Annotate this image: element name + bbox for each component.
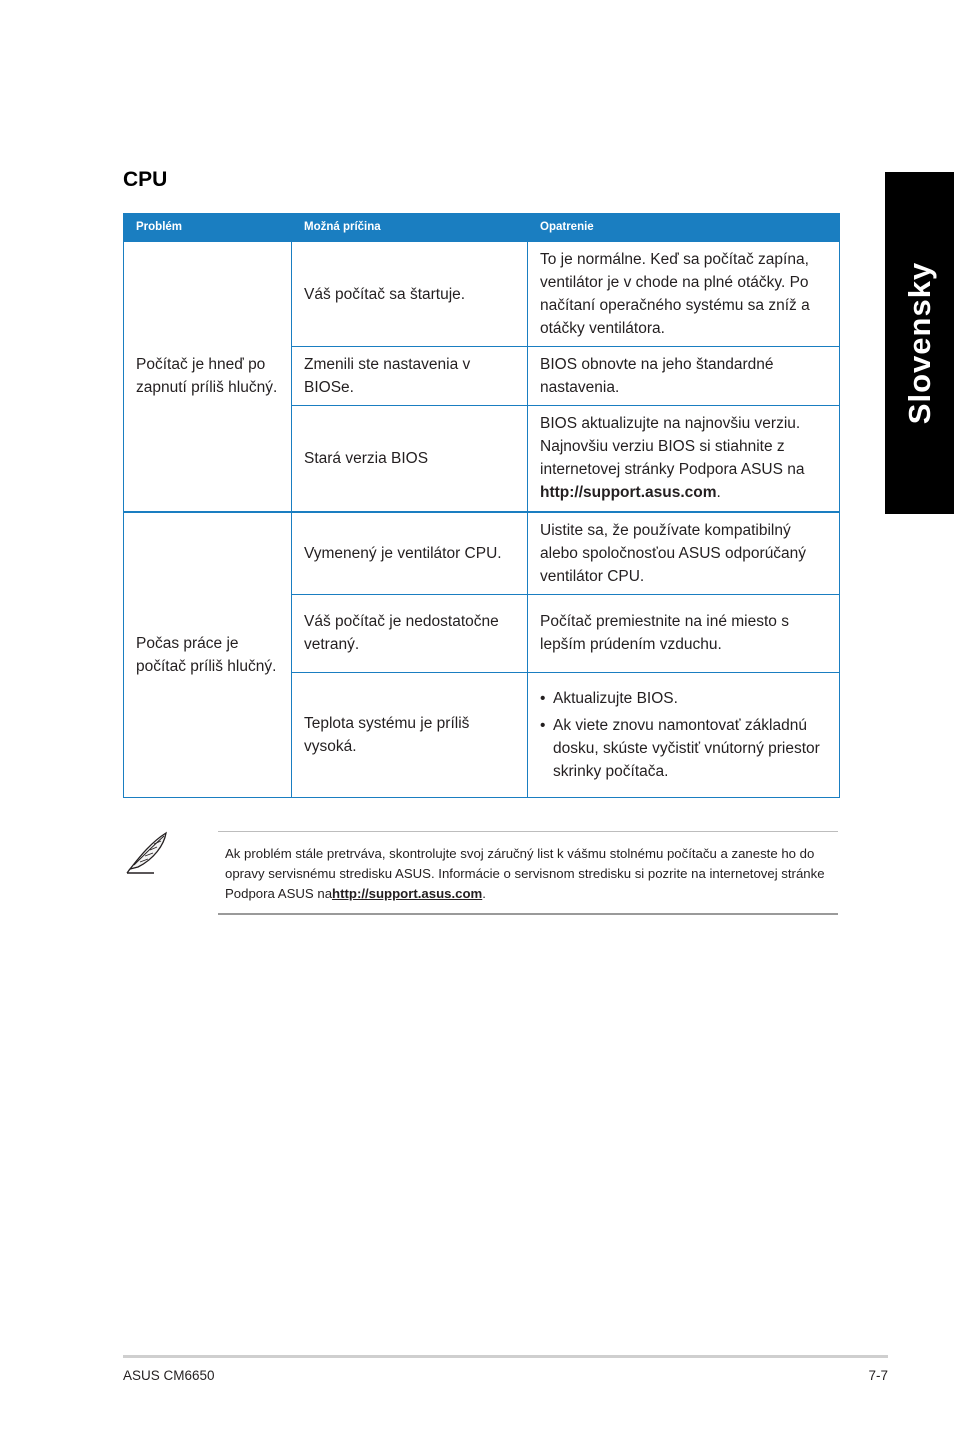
note-support-link[interactable]: http://support.asus.com <box>332 886 483 901</box>
problem-cell: Počas práce je počítač príliš hlučný. <box>124 512 292 798</box>
language-side-tab-label: Slovensky <box>901 261 937 425</box>
action-cell: Počítač premiestnite na iné miesto s lepším prúdením vzduchu. <box>528 594 840 672</box>
action-bullet-list <box>540 687 827 783</box>
header-problem: Problém <box>124 214 292 242</box>
table-header-row <box>124 214 840 242</box>
note-text: Ak problém stále pretrváva, skontrolujte svoj záručný list k vášmu stolnému počítaču a zaneste ho do opravy servisnému stredisku ASUS. Informácie o servisnom stredisku si pozrite na internetovej stránke Podpora ASUS na <box>225 846 825 901</box>
action-cell <box>528 406 840 512</box>
action-text: BIOS aktualizujte na najnovšiu verziu. Najnovšiu verziu BIOS si stiahnite z internetovej stránky Podpora ASUS na <box>540 415 805 479</box>
table-row <box>124 241 840 347</box>
action-cell <box>528 672 840 797</box>
footer-divider <box>123 1355 888 1358</box>
action-cell: BIOS obnovte na jeho štandardné nastavenia. <box>528 347 840 406</box>
header-cause: Možná príčina <box>292 214 528 242</box>
section-title: CPU <box>123 168 168 191</box>
cause-cell: Váš počítač je nedostatočne vetraný. <box>292 594 528 672</box>
support-link[interactable]: http://support.asus.com <box>540 484 717 502</box>
list-item: • Ak viete znovu namontovať základnú dosku, skúste vyčistiť vnútorný priestor skrinky počítača. <box>540 714 827 783</box>
note-box <box>218 831 838 915</box>
language-side-tab <box>885 172 954 514</box>
note-tail: . <box>482 886 486 901</box>
troubleshooting-table <box>123 213 840 798</box>
cause-cell: Vymenený je ventilátor CPU. <box>292 512 528 595</box>
page-number: 7-7 <box>868 1368 888 1383</box>
action-tail: . <box>716 484 721 502</box>
footer-model: ASUS CM6650 <box>123 1368 215 1383</box>
pen-note-icon <box>124 829 170 875</box>
cause-cell: Zmenili ste nastavenia v BIOSe. <box>292 347 528 406</box>
list-item: • Aktualizujte BIOS. <box>540 687 827 710</box>
header-action: Opatrenie <box>528 214 840 242</box>
cause-cell: Váš počítač sa štartuje. <box>292 241 528 347</box>
cause-cell: Stará verzia BIOS <box>292 406 528 512</box>
problem-cell: Počítač je hneď po zapnutí príliš hlučný. <box>124 241 292 512</box>
action-cell: Uistite sa, že používate kompatibilný alebo spoločnosťou ASUS odporúčaný ventilátor CPU. <box>528 512 840 595</box>
cause-cell: Teplota systému je príliš vysoká. <box>292 672 528 797</box>
table-row <box>124 512 840 595</box>
action-cell: To je normálne. Keď sa počítač zapína, ventilátor je v chode na plné otáčky. Po načítaní operačného systému sa zníž a otáčky ventilátora. <box>528 241 840 347</box>
